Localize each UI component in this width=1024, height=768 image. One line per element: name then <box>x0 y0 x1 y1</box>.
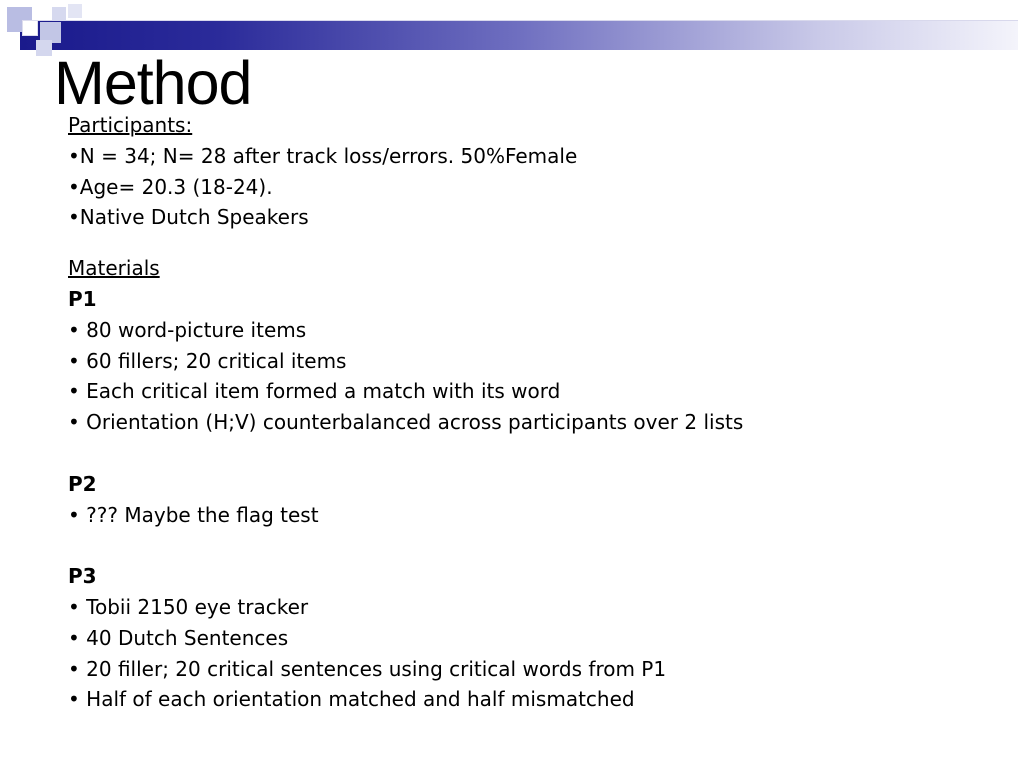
p2-label: P2 <box>68 471 97 496</box>
p1-item: • Each critical item formed a match with its word <box>68 379 561 404</box>
p1-item: • 60 fillers; 20 critical items <box>68 348 347 373</box>
decorative-square <box>68 4 82 18</box>
decorative-square <box>22 20 38 36</box>
p1-item: • 80 word-picture items <box>68 317 307 342</box>
p2-item: • ??? Maybe the flag test <box>68 502 319 527</box>
participants-item: •Age= 20.3 (18-24). <box>68 174 273 199</box>
decorative-square <box>36 40 52 56</box>
p3-item: • Half of each orientation matched and half mismatched <box>68 687 635 712</box>
participants-heading: Participants: <box>68 113 193 137</box>
p1-item: • Orientation (H;V) counterbalanced across participants over 2 lists <box>68 410 744 435</box>
slide-body <box>68 110 988 715</box>
slide-title: Method <box>54 49 252 117</box>
materials-heading: Materials <box>68 256 160 281</box>
p3-item: • 20 filler; 20 critical sentences using critical words from P1 <box>68 656 667 681</box>
p3-item: • 40 Dutch Sentences <box>68 625 289 650</box>
p3-label: P3 <box>68 564 97 589</box>
participants-item: •Native Dutch Speakers <box>68 205 309 230</box>
decorative-square <box>52 7 66 21</box>
participants-item: •N = 34; N= 28 after track loss/errors. 50%Female <box>68 143 578 168</box>
p1-label: P1 <box>68 286 97 311</box>
p3-item: • Tobii 2150 eye tracker <box>68 594 309 619</box>
